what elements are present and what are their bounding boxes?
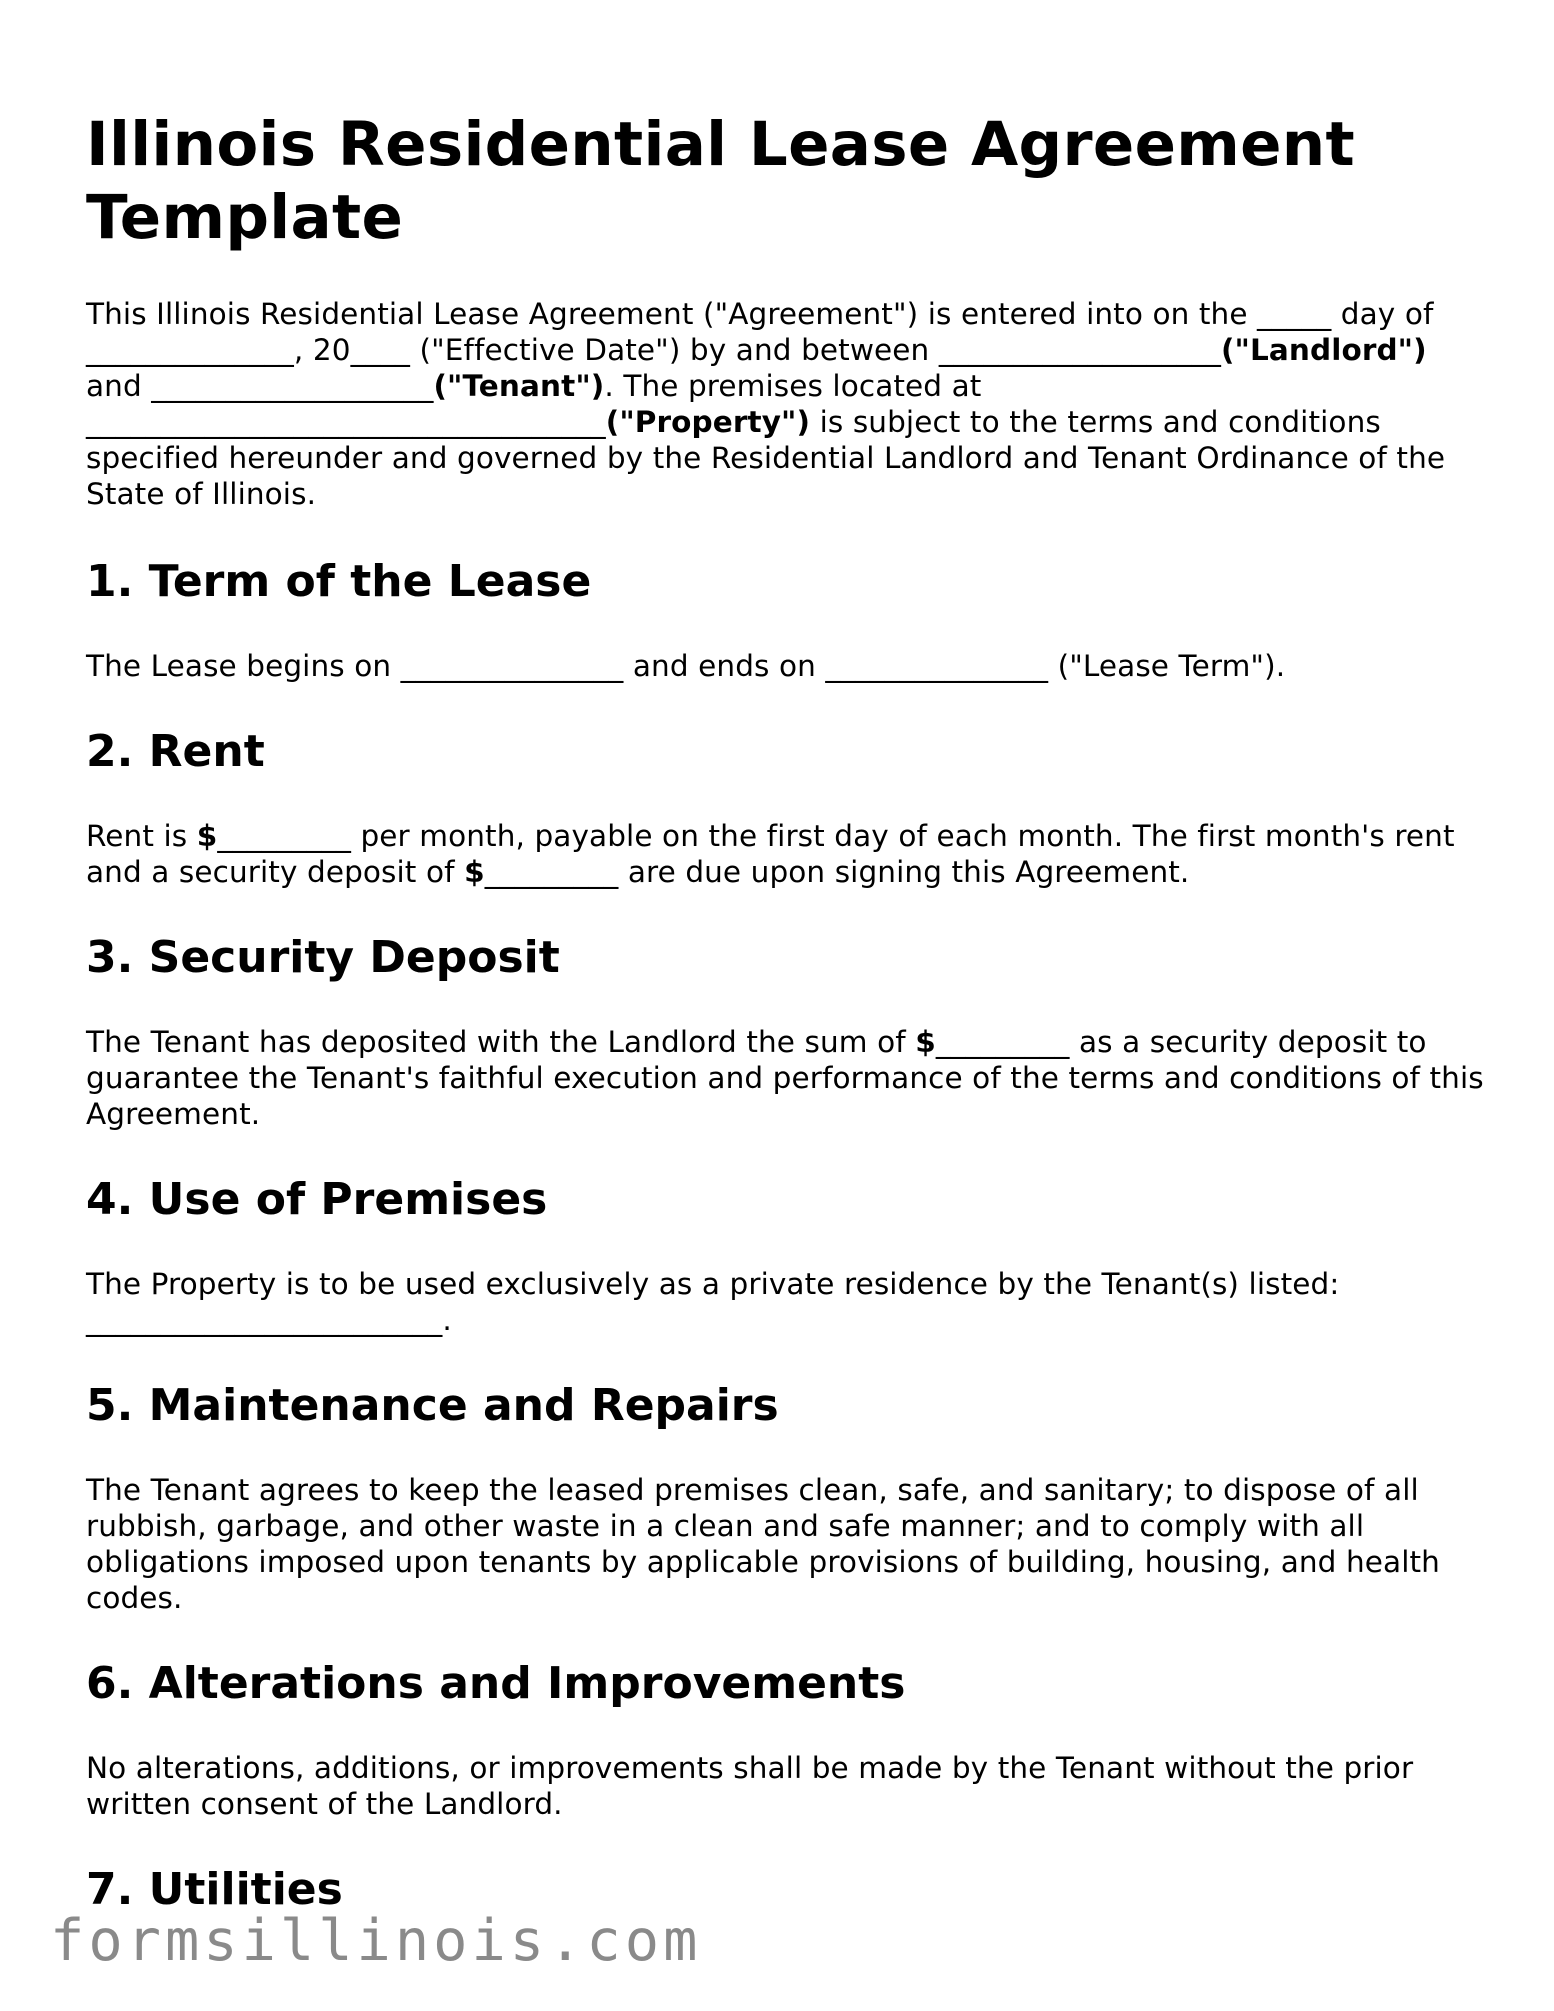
section-heading-security-deposit: 3. Security Deposit [86,932,560,983]
section-text-rent [86,818,1486,890]
rent-text-2: _________ per month, payable on the first day of each month. The first month's rent and a security deposit of [86,819,1455,889]
section-text-term: The Lease begins on _______________ and ends on _______________ ("Lease Term"). [86,649,1286,683]
deposit-text-1: The Tenant has deposited with the Landlord the sum of [86,1025,916,1059]
intro-text-3: . The premises located at ___________________________________ [86,369,982,439]
property-label: ("Property") [605,405,811,439]
rent-dollar-sign: $ [196,819,218,853]
section-text-use-of-premises: The Property is to be used exclusively as a private residence by the Tenant(s) listed: ________________________. [86,1267,1340,1337]
document-page [86,108,1486,1956]
deposit-sum-dollar-sign: $ [915,1025,936,1059]
section-heading-use-of-premises: 4. Use of Premises [86,1174,548,1225]
section-heading-term: 1. Term of the Lease [86,556,592,607]
intro-paragraph [86,296,1486,512]
section-heading-maintenance: 5. Maintenance and Repairs [86,1380,779,1431]
section-text-maintenance: The Tenant agrees to keep the leased premises clean, safe, and sanitary; to dispose of all rubbish, garbage, and other waste in a clean and safe manner; and to comply with all obligations imposed upon tenants by applicable provisions of building, housing, and health codes. [86,1473,1440,1615]
section-heading-alterations: 6. Alterations and Improvements [86,1658,906,1709]
intro-text-2: and ___________________ [86,369,434,403]
deposit-text-2: _________ as a security deposit to guarantee the Tenant's faithful execution and performance of the terms and conditions of this Agreement. [86,1025,1484,1131]
section-text-security-deposit [86,1024,1486,1132]
watermark: formsillinois.com [50,1908,702,1974]
document-title: Illinois Residential Lease Agreement Template [86,109,1355,253]
section-heading-utilities: 7. Utilities [86,1864,343,1915]
section-text-alterations: No alterations, additions, or improvements shall be made by the Tenant without the prior written consent of the Landlord. [86,1751,1414,1821]
rent-text-3: _________ are due upon signing this Agreement. [484,855,1190,889]
intro-text-1: This Illinois Residential Lease Agreement ("Agreement") is entered into on the _____ day of ______________, 20____ ("Effective Date") by and between ___________________ [86,297,1434,367]
tenant-label: ("Tenant") [433,369,605,403]
intro-text-4: is subject to the terms and conditions specified hereunder and governed by the Residential Landlord and Tenant Ordinance of the State of Illinois. [86,405,1446,511]
landlord-label: ("Landlord") [1220,333,1427,367]
deposit-dollar-sign: $ [464,855,485,889]
rent-text-1: Rent is [86,819,197,853]
section-heading-rent: 2. Rent [86,726,265,777]
